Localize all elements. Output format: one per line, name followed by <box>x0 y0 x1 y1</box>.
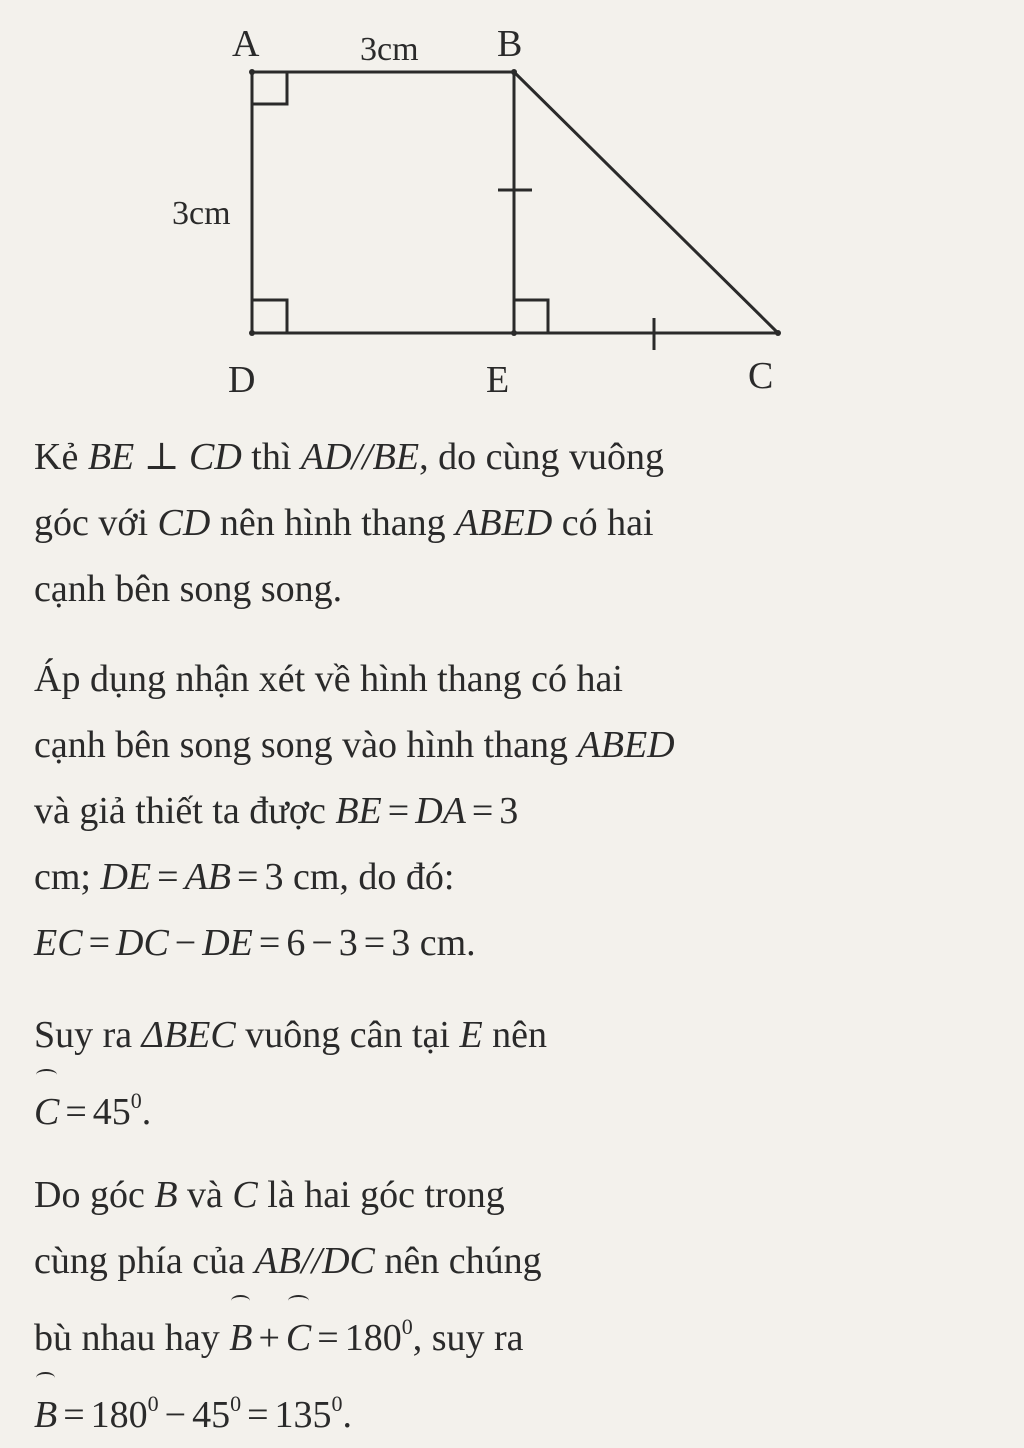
trapezoid-figure <box>0 0 1024 410</box>
p3-line-1 <box>34 1002 994 1068</box>
text: . <box>141 1091 152 1133</box>
math-AD-parallel-BE: AD//BE <box>300 436 420 478</box>
number: 180 <box>90 1394 148 1436</box>
text: cùng phía của <box>34 1240 255 1282</box>
number: 180 <box>344 1317 402 1359</box>
math-AB: AB <box>184 856 232 898</box>
math-EC: EC <box>34 922 83 964</box>
text: , suy ra <box>412 1317 524 1359</box>
text: cm; <box>34 856 101 898</box>
operator: = <box>247 1394 269 1436</box>
operator: + <box>258 1317 280 1359</box>
segment-BC <box>514 72 778 333</box>
length-label-AD: 3cm <box>172 195 231 232</box>
math-AB-parallel-DC: AB//DC <box>254 1240 375 1282</box>
operator: = <box>471 790 494 832</box>
text: nên hình thang <box>210 502 456 544</box>
angle-B: B <box>34 1382 57 1448</box>
paragraph-3 <box>34 1002 994 1145</box>
right-angle-mark-D <box>252 300 287 333</box>
text: và giả thiết ta được <box>34 790 336 832</box>
number: 6 <box>286 922 306 964</box>
text: bù nhau hay <box>34 1317 230 1359</box>
degree-sup: 0 <box>401 1314 413 1339</box>
math-C: C <box>232 1174 258 1216</box>
angle-C: C <box>34 1079 59 1145</box>
label-A: A <box>232 23 260 65</box>
math-DA: DA <box>415 790 466 832</box>
math-DE: DE <box>100 856 152 898</box>
p1-line-3 <box>34 556 994 622</box>
text: Suy ra <box>34 1014 142 1056</box>
p2-line-5 <box>34 910 994 976</box>
text: 3 cm, do đó: <box>264 856 455 898</box>
text: nên chúng <box>374 1240 542 1282</box>
degree-sup: 0 <box>130 1088 142 1113</box>
math-DC: DC <box>116 922 169 964</box>
degree-sup: 0 <box>230 1391 242 1416</box>
right-angle-mark-A <box>252 72 287 104</box>
text: 3 cm. <box>391 922 476 964</box>
paragraph-4 <box>34 1162 994 1448</box>
degree-sup: 0 <box>331 1391 343 1416</box>
angle-C: C <box>286 1305 311 1371</box>
number: 45 <box>92 1091 131 1133</box>
text: Kẻ <box>34 436 88 478</box>
label-E: E <box>486 359 510 401</box>
operator: − <box>311 922 333 964</box>
operator: = <box>258 922 281 964</box>
number: 3 <box>499 790 519 832</box>
operator: = <box>63 1394 85 1436</box>
number: 45 <box>192 1394 231 1436</box>
math-ABED: ABED <box>577 724 675 766</box>
text: , do cùng vuông <box>419 436 664 478</box>
p4-line-3 <box>34 1294 994 1371</box>
math-ABED: ABED <box>455 502 553 544</box>
label-C: C <box>748 355 774 397</box>
math-DE: DE <box>202 922 253 964</box>
text: và <box>177 1174 233 1216</box>
p2-line-3 <box>34 778 994 844</box>
text: là hai góc trong <box>257 1174 505 1216</box>
text: Áp dụng nhận xét về hình thang có hai <box>34 658 623 700</box>
p4-line-4 <box>34 1371 994 1448</box>
label-D: D <box>228 359 256 401</box>
text: góc với <box>34 502 158 544</box>
operator: = <box>237 856 259 898</box>
math-E: E <box>459 1014 483 1056</box>
text: cạnh bên song song vào hình thang <box>34 724 578 766</box>
operator: = <box>157 856 179 898</box>
paragraph-1 <box>34 424 994 622</box>
angle-B: B <box>229 1305 252 1371</box>
p2-line-4 <box>34 844 994 910</box>
text: nên <box>482 1014 548 1056</box>
p2-line-1 <box>34 646 994 712</box>
p3-line-2 <box>34 1068 994 1145</box>
number: 3 <box>338 922 358 964</box>
operator: = <box>65 1091 87 1133</box>
p4-line-1 <box>34 1162 994 1228</box>
text: . <box>342 1394 353 1436</box>
p1-line-2 <box>34 490 994 556</box>
p1-line-1 <box>34 424 994 490</box>
math-BE-perp-CD: BE ⊥ CD <box>87 436 242 478</box>
operator: = <box>363 922 386 964</box>
number: 135 <box>274 1394 332 1436</box>
p2-line-2 <box>34 712 994 778</box>
text: vuông cân tại <box>235 1014 460 1056</box>
p4-line-2 <box>34 1228 994 1294</box>
text: cạnh bên song song. <box>34 568 343 610</box>
right-angle-mark-E <box>514 300 548 333</box>
math-BE: BE <box>335 790 382 832</box>
operator: − <box>164 1394 187 1436</box>
operator: = <box>317 1317 339 1359</box>
operator: = <box>88 922 110 964</box>
degree-sup: 0 <box>147 1391 159 1416</box>
operator: − <box>174 922 197 964</box>
operator: = <box>387 790 410 832</box>
math-CD: CD <box>157 502 211 544</box>
math-triangle-BEC: ΔBEC <box>141 1014 236 1056</box>
math-B: B <box>154 1174 178 1216</box>
length-label-AB: 3cm <box>360 31 419 68</box>
text: có hai <box>552 502 654 544</box>
paragraph-2 <box>34 646 994 976</box>
text: Do góc <box>34 1174 155 1216</box>
label-B: B <box>497 23 523 65</box>
text: thì <box>241 436 301 478</box>
